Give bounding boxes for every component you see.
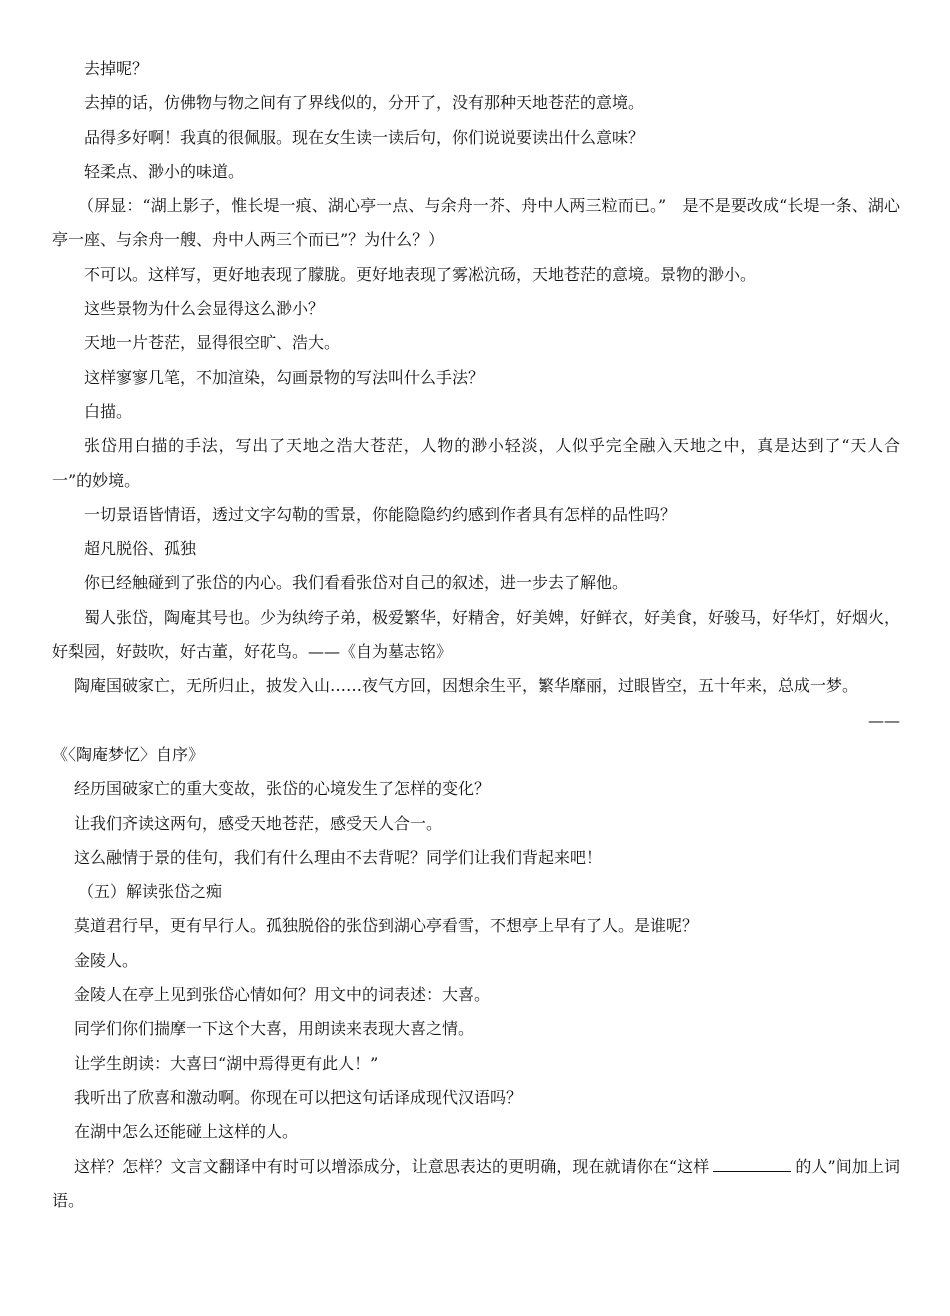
paragraph-4: 轻柔点、渺小的味道。: [84, 161, 245, 181]
paragraph-9: 这样寥寥几笔，不加渲染，勾画景物的写法叫什么手法？: [84, 367, 485, 387]
paragraph-6: 不可以。这样写，更好地表现了朦胧。更好地表现了雾凇沆砀，天地苍茫的意境。景物的渺小。: [84, 264, 757, 284]
paragraph-10: 白描。: [84, 401, 133, 421]
paragraph-27-tail: 的人”间加上词语。: [52, 1156, 900, 1210]
paragraph-11: 张岱用白描的手法，写出了天地之浩大苍茫，人物的渺小轻淡，人似乎完全融入天地之中，真是达到了“天人合一”的妙境。: [52, 436, 900, 490]
paragraph-2: 去掉的话，仿佛物与物之间有了界线似的，分开了，没有那种天地苍茫的意境。: [84, 93, 645, 113]
section-heading: （五）解读张岱之痴: [78, 882, 223, 902]
attribution-source: 《〈陶庵梦忆〉自序》: [52, 744, 205, 764]
attribution-dash: ——: [868, 710, 900, 730]
paragraph-12: 一切景语皆情语，透过文字勾勒的雪景，你能隐隐约约感到作者具有怎样的品性吗？: [84, 504, 677, 524]
paragraph-18: 让我们齐读这两句，感受天地苍茫，感受天人合一。: [74, 813, 443, 833]
paragraph-23: 同学们你们揣摩一下这个大喜，用朗读来表现大喜之情。: [74, 1019, 475, 1039]
paragraph-14: 你已经触碰到了张岱的内心。我们看看张岱对自己的叙述，进一步去了解他。: [84, 573, 629, 593]
paragraph-20: 莫道君行早，更有早行人。孤独脱俗的张岱到湖心亭看雪，不想亭上早有了人。是谁呢？: [74, 916, 699, 936]
paragraph-26: 在湖中怎么还能碰上这样的人。: [74, 1122, 299, 1142]
paragraph-27-text: 这样？怎样？文言文翻译中有时可以增添成分，让意思表达的更明确，现在就请你在“这样: [74, 1156, 710, 1176]
paragraph-5: （屏显：“湖上影子，惟长堤一痕、湖心亭一点、与余舟一芥、舟中人两三粒而已。” 是不是要改成“长堤一条、湖心亭一座、与余舟一艘、舟中人两三个而已”？为什么？）: [52, 196, 900, 250]
fill-in-blank[interactable]: [713, 1153, 791, 1172]
paragraph-13: 超凡脱俗、孤独: [84, 539, 197, 559]
paragraph-22: 金陵人在亭上见到张岱心情如何？用文中的词表述：大喜。: [74, 985, 491, 1005]
paragraph-3: 品得多好啊！我真的很佩服。现在女生读一读后句，你们说说要读出什么意味？: [84, 127, 645, 147]
paragraph-7: 这些景物为什么会显得这么渺小？: [84, 299, 325, 319]
paragraph-25: 我听出了欣喜和激动啊。你现在可以把这句话译成现代汉语吗？: [74, 1087, 523, 1107]
paragraph-15: 蜀人张岱，陶庵其号也。少为纨绔子弟，极爱繁华，好精舍，好美婢，好鲜衣，好美食，好骏马，好华灯，好烟火，好梨园，好鼓吹，好古董，好花鸟。——《自为墓志铭》: [52, 607, 901, 662]
paragraph-16: 陶庵国破家亡，无所归止，披发入山……夜气方回，因想余生平，繁华靡丽，过眼皆空，五十年来，总成一梦。: [74, 676, 859, 696]
paragraph-24: 让学生朗读：大喜曰“湖中焉得更有此人！”: [74, 1053, 379, 1073]
paragraph-1: 去掉呢？: [84, 59, 149, 78]
paragraph-19: 这么融情于景的佳句，我们有什么理由不去背呢？同学们让我们背起来吧！: [74, 847, 603, 867]
paragraph-17: 经历国破家亡的重大变故，张岱的心境发生了怎样的变化？: [74, 779, 491, 799]
paragraph-27: [52, 1150, 900, 1219]
paragraph-8: 天地一片苍茫，显得很空旷、浩大。: [84, 333, 341, 353]
paragraph-21: 金陵人。: [74, 950, 139, 970]
